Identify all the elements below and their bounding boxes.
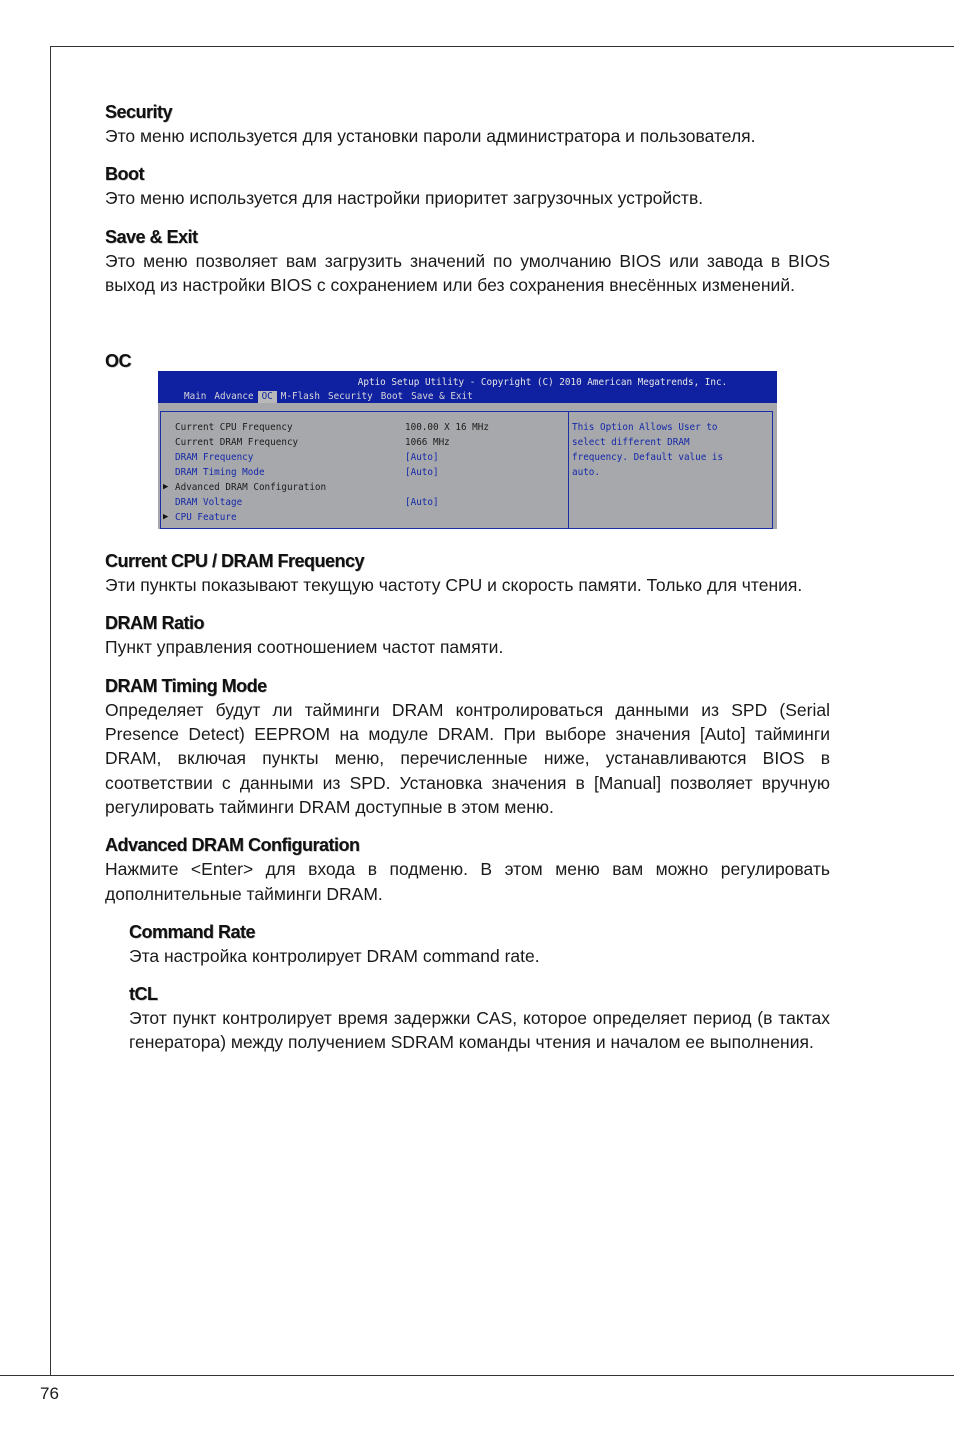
bios-row-label: DRAM Voltage <box>175 497 243 509</box>
section-text: Это меню используется для установки пароли администратора и пользователя. <box>105 126 756 146</box>
frame-bottom-rule <box>0 1375 954 1376</box>
bios-title: Aptio Setup Utility - Copyright (C) 2010 American Megatrends, Inc. <box>357 377 728 389</box>
section-boot <box>105 162 830 210</box>
bios-tab-advance: Advance <box>214 391 254 403</box>
bios-tab-save-exit: Save & Exit <box>411 391 473 403</box>
section-heading: tCL <box>129 984 158 1005</box>
bios-row-label: CPU Feature <box>175 512 237 524</box>
bios-row-value: 1066 MHz <box>405 437 450 449</box>
section-text: Пункт управления соотношением частот памяти. <box>105 637 504 658</box>
bios-tab-security: Security <box>327 391 373 403</box>
frame-left-rule <box>50 46 51 1375</box>
bios-screenshot <box>158 371 777 529</box>
bios-row-label: Current DRAM Frequency <box>175 437 299 449</box>
bios-row-label: Current CPU Frequency <box>175 422 293 434</box>
section-text: Определяет будут ли тайминги DRAM контролироваться данными из SPD (Serial Presence Detect) EEPROM на модуле DRAM. При выборе значения [Auto] тайминги DRAM, включая пункты меню, перечисленные ниже, устанавливаются BIOS в соответствии с данными из SPD. Установка значения в [Manual] позволяет вручную регулировать тайминги DRAM доступные в этом меню. <box>105 699 830 817</box>
bios-tab-m-flash: M-Flash <box>280 391 320 403</box>
bios-help-text: This Option Allows User to select different DRAM frequency. Default value is auto. <box>572 422 724 479</box>
section-tcl <box>129 982 830 1055</box>
bios-row-cpu-frequency <box>175 420 565 435</box>
oc-heading: OC <box>105 351 131 372</box>
bios-row-cpu-feature <box>163 510 565 525</box>
section-heading: Current CPU / DRAM Frequency <box>105 551 365 572</box>
bios-help-panel <box>568 411 773 529</box>
section-heading: Boot <box>105 164 144 185</box>
section-heading: Command Rate <box>129 921 256 942</box>
section-text: Эта настройка контролирует DRAM command rate. <box>129 945 540 966</box>
bios-row-value: [Auto] <box>405 452 439 464</box>
section-text: Эти пункты показывают текущую частоту CPU и скорость памяти. Только для чтения. <box>105 575 803 596</box>
bios-settings-panel <box>160 411 569 529</box>
section-command-rate <box>129 920 830 968</box>
bios-row-label: Advanced DRAM Configuration <box>175 482 327 494</box>
section-heading: Security <box>105 102 173 122</box>
bios-row-dram-voltage <box>175 495 565 510</box>
bios-row-dram-timing-mode <box>175 465 565 480</box>
bios-row-value: [Auto] <box>405 467 439 479</box>
bios-tab-main: Main <box>184 391 207 403</box>
submenu-arrow-icon: ▶ <box>163 482 169 493</box>
section-security <box>105 100 830 148</box>
section-dram-timing-mode <box>105 674 830 819</box>
bios-row-label: DRAM Frequency <box>175 452 254 464</box>
bios-row-label: DRAM Timing Mode <box>175 467 265 479</box>
section-text: Это меню позволяет вам загрузить значений по умолчанию BIOS или завода в BIOS выход из настройки BIOS с сохранением или без сохранения внесённых изменений. <box>105 250 830 295</box>
section-text: Этот пункт контролирует время задержки CAS, которое определяет период (в тактах генератора) между получением SDRAM команды чтения и началом ее выполнения. <box>129 1008 830 1053</box>
bios-tab-oc: OC <box>258 391 277 403</box>
page-content <box>105 100 830 1069</box>
page-number: 76 <box>40 1384 59 1403</box>
section-dram-ratio <box>105 611 830 659</box>
frame-top-rule <box>50 46 954 47</box>
bios-row-value: [Auto] <box>405 497 439 509</box>
bios-tab-boot: Boot <box>380 391 404 403</box>
section-current-frequency <box>105 549 830 597</box>
spacer <box>105 311 830 349</box>
section-save-exit <box>105 225 830 298</box>
bios-row-advanced-dram <box>163 480 565 495</box>
section-heading: Advanced DRAM Configuration <box>105 835 360 856</box>
section-heading: DRAM Timing Mode <box>105 675 267 696</box>
bios-row-dram-frequency-current <box>175 435 565 450</box>
bios-row-value: 100.00 X 16 MHz <box>405 422 489 434</box>
submenu-arrow-icon: ▶ <box>163 512 169 523</box>
section-text: Это меню используется для настройки приоритет загрузочных устройств. <box>105 188 704 209</box>
section-heading: DRAM Ratio <box>105 613 204 634</box>
section-text: Нажмите <Enter> для входа в подменю. В этом меню вам можно регулировать дополнительные тайминги DRAM. <box>105 859 830 904</box>
bios-tabs <box>180 391 477 403</box>
bios-row-dram-frequency <box>175 450 565 465</box>
section-advanced-dram <box>105 833 830 906</box>
section-heading: Save & Exit <box>105 226 198 247</box>
bios-header <box>158 371 777 403</box>
